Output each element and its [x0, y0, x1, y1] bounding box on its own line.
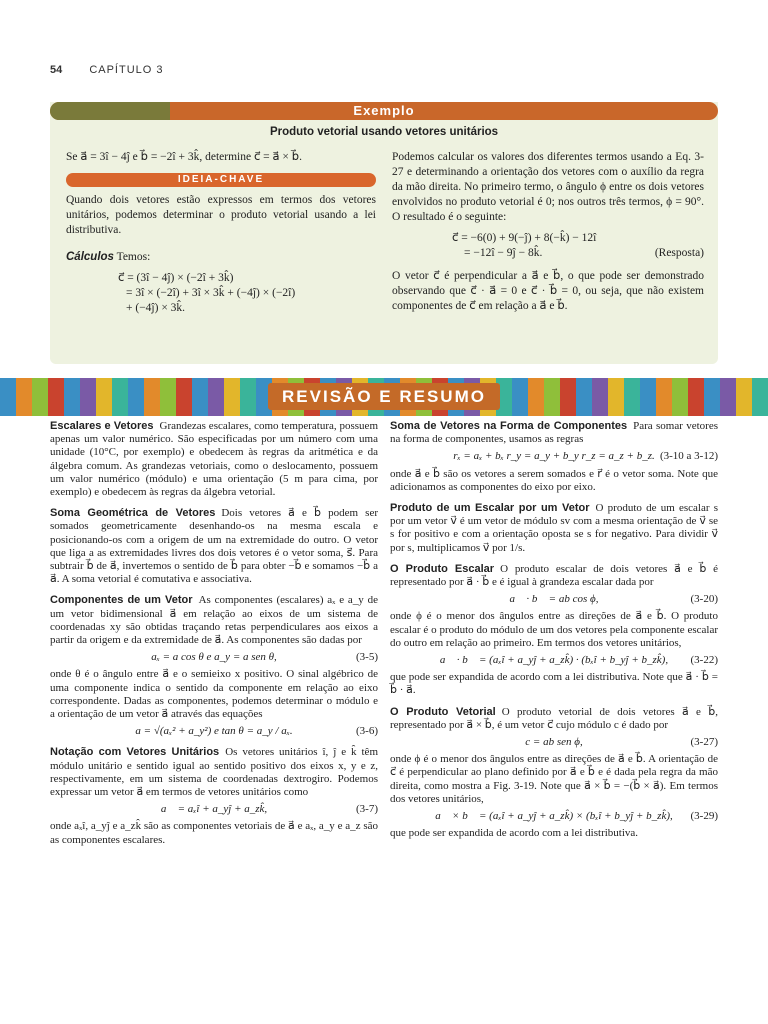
section-geometric-sum: [50, 507, 378, 586]
section-body: Grandezas escalares, como temperatura, possuem apenas um valor numérico. São especificadas por um número com uma unidade (10°C, por exemplo) e obedecem às regras da aritmética e da álgebra comum. As grandezas vetoriais, como o deslocamento, possuem um valor numérico (módulo) e uma orientação (5 m para cima, por exemplo) e obedecem às regras da álgebra vetorial.: [50, 420, 378, 499]
section-cross-product: [390, 706, 718, 841]
section-body-2: onde ϕ é o menor dos ângulos entre as direções de a⃗ e b⃗. O produto escalar é o produto do módulo de um dos vetores pela componente escalar do outro em relação ao primeiro. Em termos dos vetores unitários,: [390, 610, 718, 649]
calc-intro: Temos:: [116, 251, 151, 263]
section-body-2: onde θ é o ângulo entre a⃗ e o semieixo x positivo. O sinal algébrico de uma componente indica o sentido da componente em relação ao eixo correspondente. Dadas as componentes, podemos determinar o módulo e a orientação de um vetor a⃗ através das equações: [50, 668, 378, 721]
example-subtitle: Produto vetorial usando vetores unitários: [269, 126, 499, 138]
section-body-2: onde ϕ é o menor dos ângulos entre as direções de a⃗ e b⃗. A orientação de c⃗ é perpendicular ao plano definido por a⃗ e b⃗ e é dada pela regra da mão direita, como mostra a Fig. 3-19. Note que a⃗ × b⃗ = −(b⃗ × a⃗). Em termos dos vetores unitários,: [390, 753, 718, 805]
equation-number: (3-29): [690, 810, 718, 823]
equation-number: (3-22): [690, 654, 718, 667]
example-right-paragraph-1: Podemos calcular os valores dos diferentes termos usando a Eq. 3-27 e determinando a orientação dos vetores com o auxílio da regra da mão direita. No primeiro termo, o ângulo ϕ entre os dois vetores envolvidos no produto vetorial é 0; nos outros três termos, ϕ = 90°. O resultado é o seguinte:: [392, 151, 704, 223]
section-body: Para somar vetores na forma de componentes, usamos as regras: [390, 420, 718, 446]
section-heading: Soma Geométrica de Vetores: [50, 507, 216, 520]
example-question: Se a⃗ = 3î − 4ĵ e b⃗ = −2î + 3k̂, determine c⃗ = a⃗ × b⃗.: [66, 151, 302, 163]
example-right-column: [392, 150, 704, 314]
equation: a = √(aₓ² + a_y²) e tan θ = a_y / aₓ.: [135, 725, 293, 738]
section-unit-vectors: [50, 746, 378, 846]
equation-number: (3-10 a 3-12): [659, 450, 718, 463]
calc-equation-block: [66, 271, 376, 316]
review-left-column: [50, 420, 378, 855]
calc-eq-1: c⃗ = (3î − 4ĵ) × (−2î + 3k̂): [118, 272, 234, 284]
section-body: O produto de um escalar s por um vetor v⃗ é um vetor de módulo sv com a mesma orientação de v⃗ se s for positivo e com a orientação oposta se s for negativo. Para dividir v⃗ por s, multiplicamos v⃗ por 1/s.: [390, 502, 718, 554]
section-heading: Notação com Vetores Unitários: [50, 746, 220, 759]
equation: rₓ = aₓ + bₓ r_y = a_y + b_y r_z = a_z + b_z.: [453, 450, 655, 463]
section-body: O produto escalar de dois vetores a⃗ e b⃗ é representado por a⃗ · b⃗ e é igual à grandeza escalar dada por: [390, 562, 718, 589]
equation-number: (3-7): [356, 803, 378, 816]
section-body-2: onde a⃗ e b⃗ são os vetores a serem somados e r⃗ é o vetor soma. Note que adicionamos as componentes do eixo por eixo.: [390, 467, 718, 493]
result-eq-2-row: [392, 246, 704, 261]
equation-3-7: [50, 803, 378, 816]
section-body-3: que pode ser expandida de acordo com a lei distributiva. Note que a⃗ · b⃗ = b⃗ · a⃗.: [390, 671, 718, 697]
section-body: O produto vetorial de dois vetores a⃗ e b⃗, representado por a⃗ × b⃗, é um vetor c⃗ cujo módulo c é dado por: [390, 705, 718, 731]
equation-3-5: [50, 651, 378, 664]
equation: aₓ = a cos θ e a_y = a sen θ,: [151, 651, 277, 664]
result-eq-2: = −12î − 9ĵ − 8k̂.: [464, 247, 543, 259]
key-idea-badge: IDEIA-CHAVE: [66, 173, 376, 187]
section-body: As componentes (escalares) aₓ e a_y de um vetor bidimensional a⃗ em relação ao eixos de um sistema de coordenadas xy são obtidas traçando retas perpendiculares aos eixos a partir da origem e da extremidade de a⃗. As componentes são dadas por: [50, 594, 378, 647]
equation: a⃗ × b⃗ = (aₓî + a_yĵ + a_zk̂) × (bₓî + b_yĵ + b_zk̂),: [435, 810, 673, 823]
result-eq-1: c⃗ = −6(0) + 9(−ĵ) + 8(−k̂) − 12î: [452, 232, 597, 244]
equation: a⃗ · b⃗ = (aₓî + a_yĵ + a_zk̂) · (bₓî + b_yĵ + b_zk̂),: [439, 654, 669, 667]
section-dot-product: [390, 563, 718, 698]
equation: c = ab sen ϕ,: [525, 736, 583, 749]
example-right-paragraph-2: O vetor c⃗ é perpendicular a a⃗ e b⃗, o que pode ser demonstrado observando que c⃗ · a⃗ = 0 e c⃗ · b⃗ = 0, ou seja, que não existem componentes de c⃗ em relação a a⃗ e b⃗.: [392, 270, 704, 312]
equation-number: (3-6): [356, 725, 378, 738]
equation-number: (3-20): [690, 593, 718, 606]
equation-3-6: [50, 725, 378, 738]
calc-intro-line: [66, 250, 376, 265]
review-title: [0, 378, 768, 416]
calc-eq-3: + (−4ĵ) × 3k̂.: [126, 302, 186, 314]
equation-3-22: [390, 654, 718, 667]
section-scalar-times-vector: [390, 502, 718, 555]
section-body-3: que pode ser expandida de acordo com a lei distributiva.: [390, 827, 639, 840]
result-equation-block: [392, 231, 704, 261]
example-title: Exemplo: [353, 103, 415, 118]
key-idea-text: Quando dois vetores estão expressos em termos dos vetores unitários, podemos determinar o produto vetorial usando a lei distributiva.: [66, 194, 376, 236]
section-components: [50, 594, 378, 738]
section-scalars-vectors: [50, 420, 378, 499]
answer-tag: (Resposta): [654, 247, 704, 259]
chapter-label: CAPÍTULO 3: [89, 64, 164, 76]
review-title-text: REVISÃO E RESUMO: [268, 383, 500, 410]
review-right-column: [390, 420, 718, 848]
equation-number: (3-27): [690, 736, 718, 749]
equation: a⃗ · b⃗ = ab cos ϕ,: [509, 593, 599, 606]
calc-label: Cálculos: [66, 251, 114, 263]
section-heading: Escalares e Vetores: [50, 420, 154, 432]
section-body: Dois vetores a⃗ e b⃗ podem ser somados geometricamente desenhando-os na mesma escala e posicionando-os com a origem de um na extremidade do outro. O vetor que liga a as extremidades livres dos dois vetores é o vetor soma, s⃗. Para subtrair b⃗ de a⃗, invertemos o sentido de b⃗ para obter −b⃗ e somamos −b⃗ a a⃗. A soma vetorial é comutativa e associativa.: [50, 507, 379, 586]
section-body: Os vetores unitários î, ĵ e k̂ têm módulo unitário e sentido igual ao sentido positivo dos eixos x, y e z, respectivamente, em um sistema de coordenadas dextrogiro. Podemos expressar um vetor a⃗ em termos de vetores unitários como: [50, 746, 378, 799]
calc-eq-2: = 3î × (−2î) + 3î × 3k̂ + (−4ĵ) × (−2î): [126, 287, 296, 299]
page-number: 54: [50, 64, 63, 76]
example-left-column: [66, 150, 376, 316]
section-body-2: onde aₓî, a_yĵ e a_zk̂ são as componentes vetoriais de a⃗ e aₓ, a_y e a_z são as componentes escalares.: [50, 820, 378, 846]
equation: a⃗ = aₓî + a_yĵ + a_zk̂,: [160, 803, 268, 816]
equation-number: (3-5): [356, 651, 378, 664]
section-heading: Soma de Vetores na Forma de Componentes: [390, 420, 628, 432]
section-heading: Componentes de um Vetor: [50, 594, 193, 607]
section-heading: Produto de um Escalar por um Vetor: [390, 502, 590, 515]
equation-3-29: [390, 810, 718, 823]
page-header: [50, 64, 164, 76]
equation-3-27: [390, 736, 718, 749]
section-component-sum: [390, 420, 718, 494]
equation-3-20: [390, 593, 718, 606]
equation-3-10: [390, 450, 718, 463]
section-heading: O Produto Escalar: [390, 562, 495, 575]
section-heading: O Produto Vetorial: [390, 705, 496, 718]
